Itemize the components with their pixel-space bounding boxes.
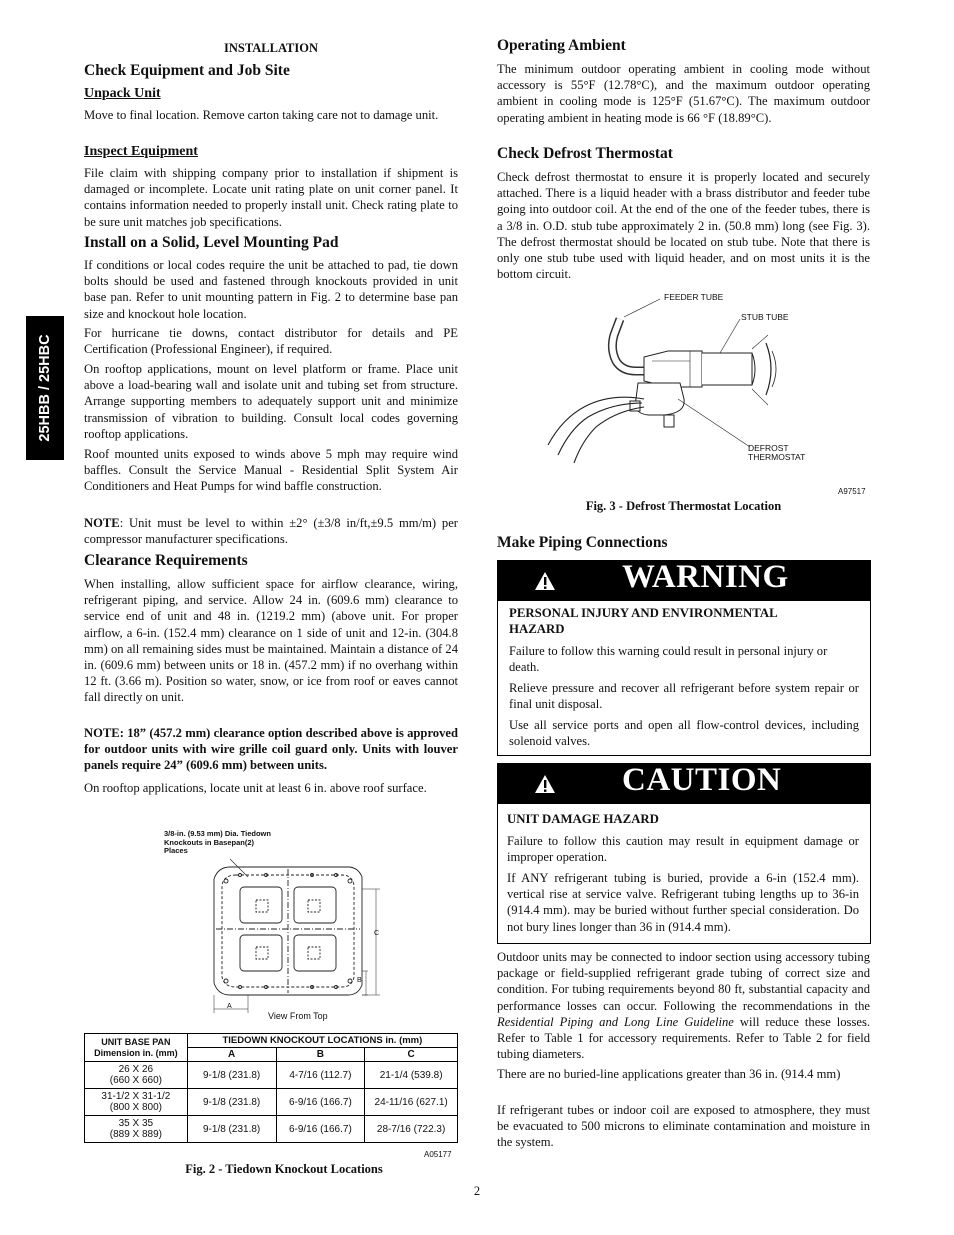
clearance-paragraph-2: On rooftop applications, locate unit at least 6 in. above roof surface. xyxy=(84,781,427,795)
caution-triangle-icon xyxy=(534,774,556,794)
warning-title: PERSONAL INJURY AND ENVIRONMENTAL HAZARD xyxy=(509,606,777,636)
side-tab-label: 25HBB / 25HBC xyxy=(37,334,53,442)
table-row xyxy=(85,1089,458,1116)
table-header-row xyxy=(85,1034,458,1048)
defrost-label-line-1: DEFROST xyxy=(748,443,789,453)
pan-dimension-cell xyxy=(85,1089,188,1116)
table-header-knockout: TIEDOWN KNOCKOUT LOCATIONS in. (mm) xyxy=(187,1034,457,1048)
warning-word: WARNING xyxy=(622,559,789,595)
feeder-tube-label: FEEDER TUBE xyxy=(664,292,724,302)
fig3-caption: Fig. 3 - Defrost Thermostat Location xyxy=(585,499,782,513)
defrost-label-line-2: THERMOSTAT xyxy=(748,452,806,462)
dim-a-label: A xyxy=(227,1003,232,1010)
table-row xyxy=(85,1116,458,1143)
pan-dimension: 35 X 35 xyxy=(118,1118,154,1129)
caution-box xyxy=(497,763,871,944)
pan-dimension: 31-1/2 X 31-1/2 xyxy=(101,1091,171,1102)
pan-dimension-cell xyxy=(85,1062,188,1089)
pan-dimension-mm: (800 X 800) xyxy=(109,1102,162,1113)
piping-paragraph-2: There are no buried-line applications greater than 36 in. (914.4 mm) xyxy=(497,1067,841,1081)
defrost-heading: Check Defrost Thermostat xyxy=(497,145,673,162)
pan-dimension: 26 X 26 xyxy=(118,1064,154,1075)
warning-box xyxy=(497,560,871,756)
page-number: 2 xyxy=(473,1184,481,1198)
piping-text-b: will reduce these losses. Refer to Table 1 for accessory requirements. Refer to Table 2 for field tubing diameters. xyxy=(497,1014,870,1062)
caution-title: UNIT DAMAGE HAZARD xyxy=(507,812,659,826)
check-equipment-heading: Check Equipment and Job Site xyxy=(84,62,290,79)
note-text: : Unit must be level to within ±2° (±3/8 in/ft,±9.5 mm/m) per compressor manufacturer specifications. xyxy=(84,516,458,547)
table-header-pan: UNIT BASE PAN Dimension in. (mm) xyxy=(85,1034,188,1062)
knockout-b: 4-7/16 (112.7) xyxy=(276,1062,365,1089)
operating-ambient-text: The minimum outdoor operating ambient in cooling mode without accessory is 55°F (12.78°C), and the maximum outdoor operating ambient in cooling mode is 125°F (51.67°C). The maximum outdoor operating ambient in heating mode is 66 °F (18.89°C). xyxy=(497,62,870,125)
warning-paragraph-1: Failure to follow this warning could result in personal injury or death. xyxy=(509,644,828,675)
knockout-c: 24-11/16 (627.1) xyxy=(365,1089,458,1116)
warning-header xyxy=(498,561,870,601)
piping-text-a: Outdoor units may be connected to indoor section using accessory tubing package or field-supplied refrigerant grade tubing of correct size and condition. For tubing requirements beyond 80 ft, substantial capacity and performance losses can occur. Following the recommendations in the xyxy=(497,950,870,1013)
warning-triangle-icon xyxy=(534,571,556,591)
col-a-header: A xyxy=(187,1048,276,1062)
defrost-thermostat-label xyxy=(748,444,805,462)
dim-c-label: C xyxy=(374,930,380,937)
knockout-a: 9-1/8 (231.8) xyxy=(187,1116,276,1143)
side-tab xyxy=(26,316,64,460)
inspect-text: File claim with shipping company prior to installation if shipment is damaged or incomplete. Locate unit rating plate on unit corner panel. It contains information needed to properly install unit. Check rating plate to be sure unit matches job specifications. xyxy=(84,166,458,229)
piping-heading: Make Piping Connections xyxy=(497,534,668,551)
knockout-callout: 3/8-in. (9.53 mm) Dia. Tiedown Knockouts in Basepan(2) Places xyxy=(164,829,271,855)
caution-word: CAUTION xyxy=(622,762,782,798)
clearance-note xyxy=(84,725,458,774)
piping-guideline-ref: Residential Piping and Long Line Guideline xyxy=(497,1014,734,1029)
warning-paragraph-2: Relieve pressure and recover all refrigerant before system repair or final unit disposal. xyxy=(509,681,859,712)
view-from-top-label: View From Top xyxy=(268,1011,328,1021)
knockout-c: 28-7/16 (722.3) xyxy=(365,1116,458,1143)
dim-b-label: B xyxy=(357,977,362,984)
pan-dimension-cell xyxy=(85,1116,188,1143)
stub-tube-label: STUB TUBE xyxy=(741,312,789,322)
operating-ambient-heading: Operating Ambient xyxy=(497,37,626,54)
caution-paragraph-2: If ANY refrigerant tubing is buried, provide a 6-in (152.4 mm). vertical rise at service valve. Refrigerant tubing lengths up to 36-in (914.4 mm). may be buried without further special consideration. Do not bury lines longer than 36 in (914.4 mm). xyxy=(507,871,859,934)
pan-dimension-mm: (660 X 660) xyxy=(109,1075,162,1086)
fig3-code: A97517 xyxy=(838,487,866,496)
knockout-a: 9-1/8 (231.8) xyxy=(187,1062,276,1089)
section-header: INSTALLATION xyxy=(223,41,318,55)
unpack-text: Move to final location. Remove carton taking care not to damage unit. xyxy=(84,108,439,122)
piping-paragraph-1 xyxy=(497,949,870,1062)
pad-paragraph-2: For hurricane tie downs, contact distributor for details and PE Certification (Professional Engineer), if required. xyxy=(84,326,458,357)
install-pad-heading: Install on a Solid, Level Mounting Pad xyxy=(84,234,339,251)
clearance-heading: Clearance Requirements xyxy=(84,552,248,569)
knockout-a: 9-1/8 (231.8) xyxy=(187,1089,276,1116)
warning-paragraph-3: Use all service ports and open all flow-control devices, including solenoid valves. xyxy=(509,718,859,749)
pan-dimension-mm: (889 X 889) xyxy=(109,1129,162,1140)
knockout-table xyxy=(84,1033,458,1143)
table-row xyxy=(85,1062,458,1089)
inspect-equipment-heading: Inspect Equipment xyxy=(84,144,198,159)
base-pan-drawing xyxy=(196,855,396,1015)
knockout-b: 6-9/16 (166.7) xyxy=(276,1116,365,1143)
col-b-header: B xyxy=(276,1048,365,1062)
fig2-code: A05177 xyxy=(424,1150,452,1159)
col-c-header: C xyxy=(365,1048,458,1062)
piping-paragraph-3: If refrigerant tubes or indoor coil are exposed to atmosphere, they must be evacuated to 500 microns to eliminate contamination and moisture in the system. xyxy=(497,1103,870,1150)
knockout-b: 6-9/16 (166.7) xyxy=(276,1089,365,1116)
defrost-text: Check defrost thermostat to ensure it is properly located and securely attached. There is a liquid header with a brass distributor and feeder tube going into outdoor coil. At the end of the one of the feeder tubes, there is a 3/8 in. O.D. stub tube approximately 2 in. (50.8 mm) long (see Fig. 3). The defrost thermostat should be located on stub tube. Note that there is only one stub tube used with liquid header, and on most units it is the bottom circuit. xyxy=(497,170,870,282)
pad-paragraph-4: Roof mounted units exposed to winds above 5 mph may require wind baffles. Consult the Service Manual - Residential Split System Air Conditioners and Heat Pumps for wind baffle construction. xyxy=(84,447,458,494)
unpack-unit-heading: Unpack Unit xyxy=(84,86,161,101)
caution-header xyxy=(498,764,870,804)
knockout-c: 21-1/4 (539.8) xyxy=(365,1062,458,1089)
note2-label: NOTE xyxy=(84,726,120,740)
note2-text: : 18” (457.2 mm) clearance option described above is approved for outdoor units with wire grille coil guard only. Units with louver panels require 24” (609.6 mm) between units. xyxy=(84,726,458,773)
note-label: NOTE xyxy=(84,516,120,530)
pad-paragraph-1: If conditions or local codes require the unit be attached to pad, tie down bolts should be used and fastened through knockouts provided in unit base pan. Refer to unit mounting pattern in Fig. 2 to determine base pan size and knockout hole location. xyxy=(84,258,458,321)
fig2-caption: Fig. 2 - Tiedown Knockout Locations xyxy=(185,1162,383,1176)
level-note xyxy=(84,515,458,547)
pad-paragraph-3: On rooftop applications, mount on level platform or frame. Place unit above a load-bearing wall and isolate unit and tubing set from structure. Arrange supporting members to adequately support unit and minimize transmission of vibration to building. Consult local codes governing rooftop applications. xyxy=(84,362,458,441)
caution-paragraph-1: Failure to follow this caution may result in equipment damage or improper operation. xyxy=(507,834,859,865)
clearance-paragraph-1: When installing, allow sufficient space for airflow clearance, wiring, refrigerant piping, and service. Allow 24 in. (609.6 mm) clearance to service end of unit and 48 in. (1219.2 mm) (above unit. For proper airflow, a 6-in. (152.4 mm) clearance on 1 side of unit and 12-in. (304.8 mm) on all remaining sides must be maintained. Maintain a distance of 24 in. (609.6 mm) between units or 18 in. (457.2 mm) if no overhang within 12 ft. (3.66 m). Position so water, snow, or ice from roof or eaves cannot fall directly on unit. xyxy=(84,577,458,705)
